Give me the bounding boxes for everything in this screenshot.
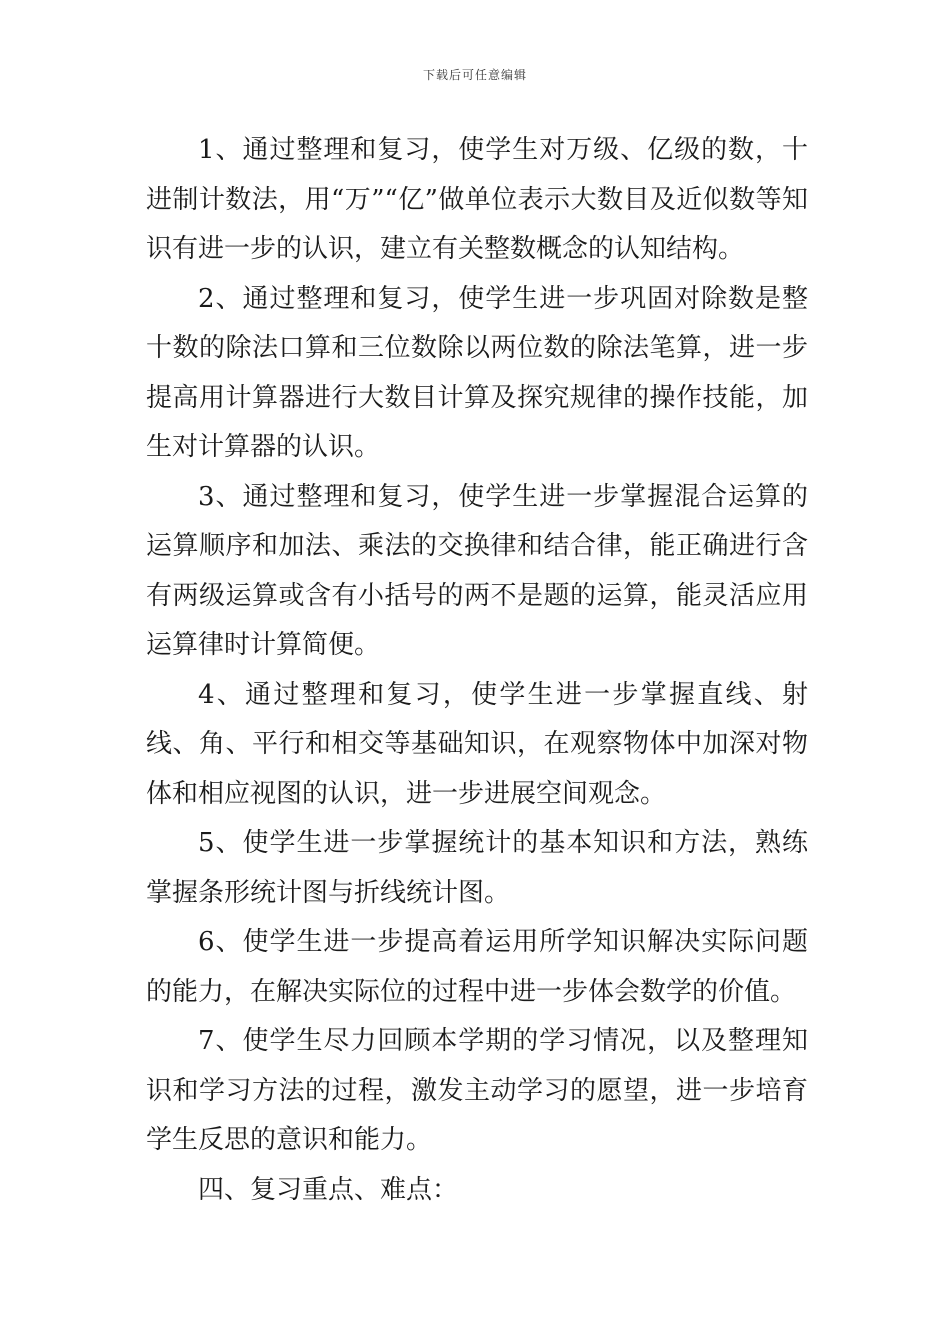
paragraph-objective-5: 5、使学生进一步掌握统计的基本知识和方法，熟练掌握条形统计图与折线统计图。 [146, 828, 808, 908]
paragraph-objective-7: 7、使学生尽力回顾本学期的学习情况，以及整理知识和学习方法的过程，激发主动学习的愿望，进一步培育学生反思的意识和能力。 [146, 1026, 808, 1155]
document-body [146, 126, 808, 1215]
paragraph-objective-4: 4、通过整理和复习，使学生进一步掌握直线、射线、角、平行和相交等基础知识，在观察物体中加深对物体和相应视图的认识，进一步进展空间观念。 [146, 679, 808, 809]
header-note: 下载后可任意编辑 [422, 68, 527, 82]
section-heading-review-focus: 四、复习重点、难点： [198, 1174, 459, 1205]
paragraph-objective-1: 1、通过整理和复习，使学生对万级、亿级的数，十进制计数法，用“万”“亿”做单位表示大数目及近似数等知识有进一步的认识，建立有关整数概念的认知结构。 [146, 135, 808, 264]
paragraph-objective-2: 2、通过整理和复习，使学生进一步巩固对除数是整十数的除法口算和三位数除以两位数的除法笔算，进一步提高用计算器进行大数目计算及探究规律的操作技能，加生对计算器的认识。 [146, 283, 808, 462]
paragraph-objective-6: 6、使学生进一步提高着运用所学知识解决实际问题的能力，在解决实际位的过程中进一步体会数学的价值。 [146, 927, 808, 1007]
paragraph-objective-3: 3、通过整理和复习，使学生进一步掌握混合运算的运算顺序和加法、乘法的交换律和结合律，能正确进行含有两级运算或含有小括号的两不是题的运算，能灵活应用运算律时计算简便。 [146, 481, 808, 660]
